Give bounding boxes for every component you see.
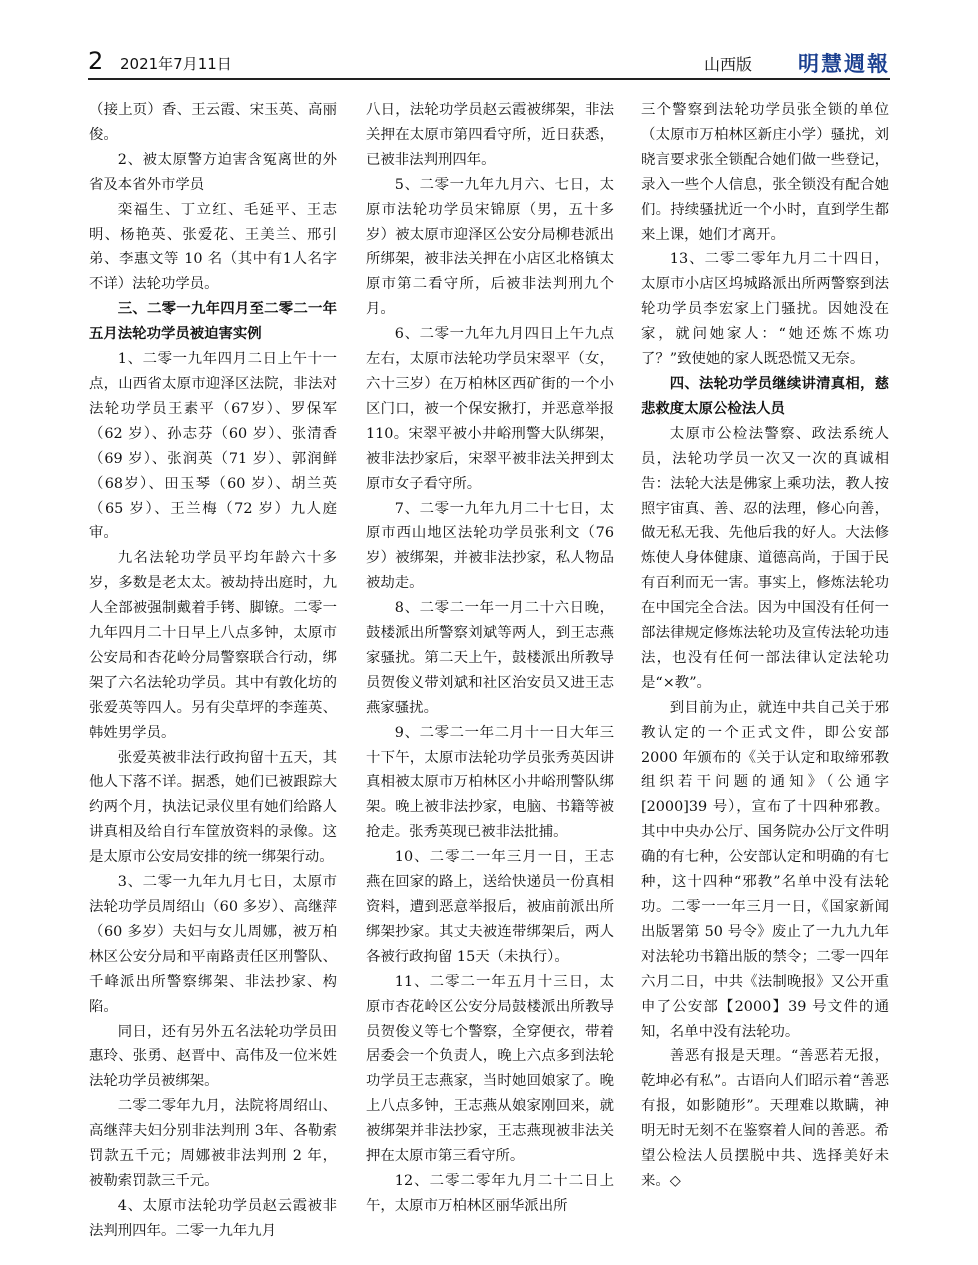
paragraph: 栾福生、丁立红、毛延平、王志明、杨艳英、张爱花、王美兰、邢引弟、李惠文等 10 名（其中有1人名字不详）法轮功学员。: [89, 201, 337, 293]
page-header: [88, 48, 890, 78]
paragraph: 9、二零二一年二月十一日大年三十下午，太原市法轮功学员张秀英因讲真相被太原市万柏林区小井峪刑警队绑架。晚上被非法抄家，电脑、书籍等被抢走。张秀英现已被非法批捕。: [366, 724, 614, 841]
article-column-1: [89, 98, 337, 1239]
header-rule: [88, 78, 890, 80]
paragraph: （接上页）香、王云霞、宋玉英、高丽俊。: [89, 102, 337, 143]
article-column-2: [366, 98, 614, 1218]
section-heading: 四、法轮功学员继续讲清真相，慈悲救度太原公检法人员: [641, 374, 889, 417]
paragraph: 8、二零二一年一月二十六日晚，鼓楼派出所警察刘斌等两人，到王志燕家骚扰。第二天上午，鼓楼派出所教导员贺俊义带刘斌和社区治安员又进王志燕家骚扰。: [366, 600, 614, 716]
paragraph: 太原市公检法警察、政法系统人员，法轮功学员一次又一次的真诚相告：法轮大法是佛家上乘功法，教人按照宇宙真、善、忍的法理，修心向善，做无私无我、先他后我的好人。大法修炼使人身体健康、道德高尚，于国于民有百利而无一害。事实上，修炼法轮功在中国完全合法。因为中国没有任何一部法律规定修炼法轮功及宣传法轮功违法，也没有任何一部法律认定法轮功是“×教”。: [641, 425, 889, 691]
paragraph: 三个警察到法轮功学员张全锁的单位（太原市万柏林区新庄小学）骚扰，刘晓言要求张全锁配合她们做一些登记，录入一些个人信息，张全锁没有配合她们。持续骚扰近一个小时，直到学生都来上课，她们才离开。: [641, 102, 889, 243]
paragraph: 同日，还有另外五名法轮功学员田惠玲、张勇、赵晋中、高伟及一位米姓法轮功学员被绑架。: [89, 1023, 337, 1090]
paragraph: 10、二零二一年三月一日，王志燕在回家的路上，送给快递员一份真相资料，遭到恶意举报后，被庙前派出所绑架抄家。其丈夫被连带绑架后，两人各被行政拘留 15天（未执行）。: [366, 849, 614, 965]
paragraph: 2、被太原警方迫害含冤离世的外省及本省外市学员: [89, 151, 337, 193]
paragraph: 张爱英被非法行政拘留十五天，其他人下落不详。据悉，她们已被跟踪大约两个月，执法记录仪里有她们给路人讲真相及给自行车筐放资料的录像。这是太原市公安局安排的统一绑架行动。: [89, 749, 337, 866]
paragraph: 1、二零一九年四月二日上午十一点，山西省太原市迎泽区法院，非法对法轮功学员王素平（67岁）、罗保军（62 岁）、孙志芬（60 岁）、张清香（69 岁）、张润英（71 岁）、郭润鲜（68岁）、田玉琴（60 岁）、胡兰英（65 岁）、王兰梅（72 岁）九人庭审。: [89, 351, 337, 542]
paragraph: 到目前为止，就连中共自己关于邪教认定的一个正式文件，即公安部 2000 年颁布的《关于认定和取缔邪教组织若干问题的通知》（公通字[2000]39 号），宣布了十四种邪教。其中中央办公厅、国务院办公厅文件明确的有七种，公安部认定和明确的有七种，这十四种“邪教”名单中没有法轮功。二零一一年三月一日，《国家新闻出版署第 50 号令》废止了一九九九年对法轮功书籍出版的禁令；二零一四年六月二日，中共《法制晚报》又公开重申了公安部【2000】39 号文件的通知，名单中没有法轮功。: [641, 699, 889, 1040]
paragraph: 八日，法轮功学员赵云霞被绑架，非法关押在太原市第四看守所，近日获悉，已被非法判刑四年。: [366, 102, 614, 168]
paragraph: 5、二零一九年九月六、七日，太原市法轮功学员宋锦原（男，五十多岁）被太原市迎泽区公安分局柳巷派出所绑架，被非法关押在小店区北格镇太原市第二看守所，后被非法判刑九个月。: [366, 176, 614, 318]
section-heading: 三、二零一九年四月至二零二一年五月法轮功学员被迫害实例: [89, 300, 337, 343]
paragraph: 3、二零一九年九月七日，太原市法轮功学员周绍山（60 多岁）、高继萍（60 多岁）夫妇与女儿周娜，被万柏林区公安分局和平南路责任区刑警队、千峰派出所警察绑架、非法抄家、构陷。: [89, 874, 337, 1015]
article-column-3: [641, 98, 889, 1218]
paragraph: 二零二零年九月，法院将周绍山、高继萍夫妇分别非法判刑 3年、各勒索罚款五千元；周娜被非法判刑 2 年，被勒索罚款三千元。: [89, 1098, 337, 1189]
newspaper-logo: 明慧週報: [798, 51, 890, 76]
paragraph: 九名法轮功学员平均年龄六十多岁，多数是老太太。被劫持出庭时，九人全部被强制戴着手铐、脚镣。二零一九年四月二十日早上八点多钟，太原市公安局和杏花岭分局警察联合行动，绑架了六名法轮功学员。其中有敦化坊的张爱英等四人。另有尖草坪的李莲英、韩姓男学员。: [89, 550, 337, 741]
paragraph: 12、二零二零年九月二十二日上午，太原市万柏林区丽华派出所: [366, 1172, 614, 1214]
paragraph: 4、太原市法轮功学员赵云霞被非法判刑四年。二零一九年九月: [89, 1197, 337, 1239]
paragraph: 7、二零一九年九月二十七日，太原市西山地区法轮功学员张利文（76 岁）被绑架，并被非法抄家，私人物品被劫走。: [366, 500, 614, 592]
paragraph: 11、二零二一年五月十三日，太原市杏花岭区公安分局鼓楼派出所教导员贺俊义等七个警察，全穿便衣，带着居委会一个负责人，晚上六点多到法轮功学员王志燕家，当时她回娘家了。晚上八点多钟，王志燕从娘家刚回来，就被绑架并非法抄家，王志燕现被非法关押在太原市第三看守所。: [366, 973, 614, 1165]
paragraph: 6、二零一九年九月四日上午九点左右，太原市法轮功学员宋翠平（女，六十三岁）在万柏林区西矿街的一个小区门口，被一个保安揪打，并恶意举报 110。宋翠平被小井峪刑警大队绑架，被非法抄家后，宋翠平被非法关押到太原市女子看守所。: [366, 326, 614, 492]
edition-label: 山西版: [703, 55, 752, 74]
issue-date: 2021年7月11日: [120, 55, 232, 73]
paragraph: 13、二零二零年九月二十四日，太原市小店区坞城路派出所两警察到法轮功学员李宏家上门骚扰。因她没在家，就问她家人：“她还炼不炼功了？”致使她的家人既恐慌又无奈。: [641, 251, 889, 368]
paragraph: 善恶有报是天理。“善恶若无报，乾坤必有私”。古语向人们昭示着“善恶有报，如影随形”。天理难以欺瞒，神明无时无刻不在鉴察着人间的善恶。希望公检法人员摆脱中共、选择美好未来。◇: [641, 1048, 889, 1189]
page-number: 2: [88, 47, 104, 75]
